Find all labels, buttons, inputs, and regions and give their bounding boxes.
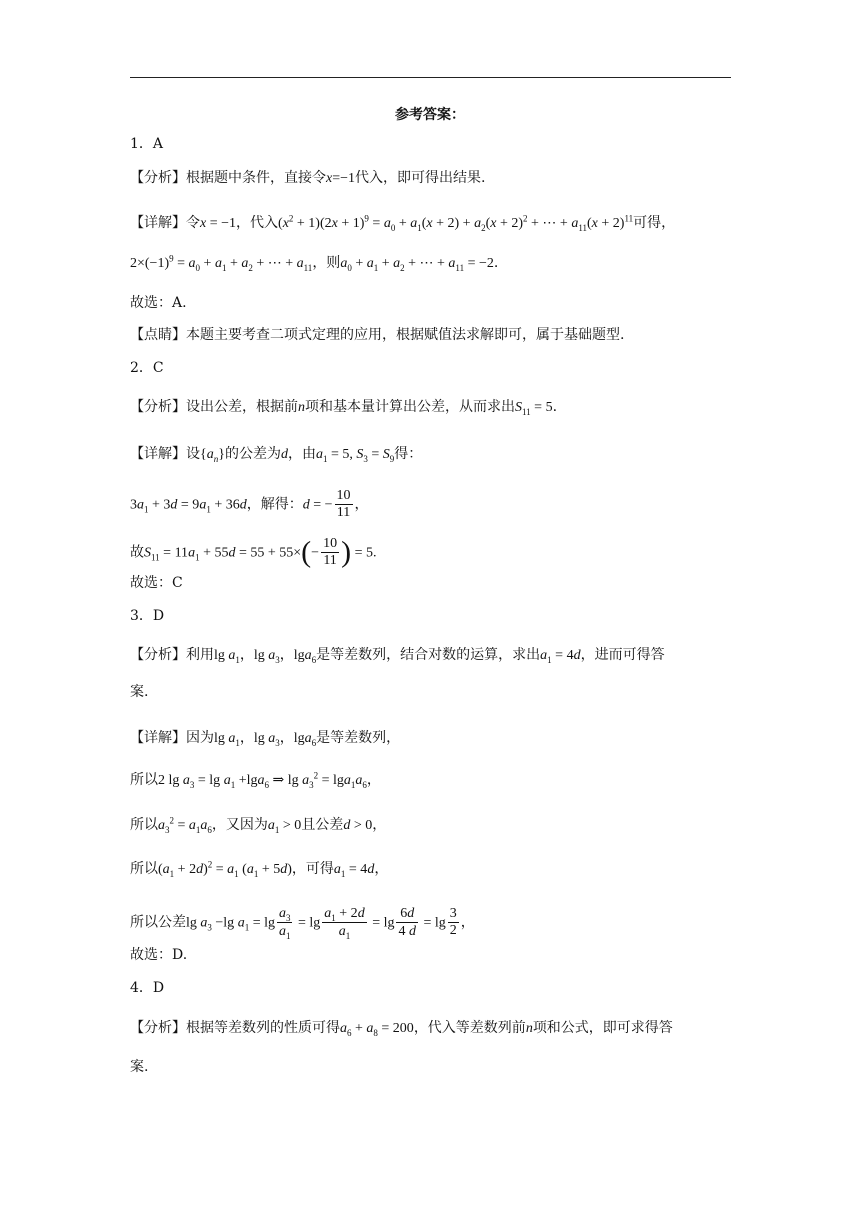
q3-choice: 故选：D. xyxy=(130,947,188,963)
q3-number: 3．D xyxy=(130,608,165,624)
q4-number: 4．D xyxy=(130,980,165,996)
q2-number: 2．C xyxy=(130,360,164,376)
q2-choice: 故选：C xyxy=(130,575,183,591)
q2-analysis: 【分析】设出公差，根据前n项和基本量计算出公差，从而求出$S_{11} = 5$. xyxy=(130,399,558,417)
q4-analysis: 【分析】根据等差数列的性质可得$a_6 + a_8 = 200$，代入等差数列前n项和公式，即可求得答 xyxy=(130,1020,673,1038)
q1-detail-eq: $2\times(-1)^9 = a_0 + a_1 + a_2$ + ⋯ + $a_{11}$，则$a_0 + a_1 + a_2$ + ⋯ + $a_{11} = -2$. xyxy=(130,253,499,273)
q3-step2: 所以$a_3^2 = a_1a_6$，又因为$a_1 > 0$且公差d > 0， xyxy=(130,815,387,835)
q1-choice: 故选：A. xyxy=(130,295,187,311)
q1-comment: 【点睛】本题主要考查二项式定理的应用，根据赋值法求解即可，属于基础题型. xyxy=(130,327,625,343)
q3-detail: 【详解】因为$\lg a_1$，$\lg a_3$，lga$_6$是等差数列， xyxy=(130,730,401,748)
q3-step3: 所以$(a_1 + 2d)^2 = a_1$ $(a_1 + 5d)$，可得$a_1 = 4d$， xyxy=(130,859,389,879)
page-title: 参考答案： xyxy=(395,107,465,123)
q2-result: 故$S_{11} = 11a_1 + 55d = 55 + 55\times(-$ $\frac{10}{11}$ ) = 5. xyxy=(130,535,377,569)
header-rule xyxy=(130,77,731,78)
q3-analysis: 【分析】利用$\lg a_1$，$\lg a_3$，lga$_6$是等差数列，结合对数的运算，求出$a_1 = 4d$，进而可得答 xyxy=(130,647,665,665)
q3-step1: 所以2 $\lg a_3 = \lg a_1 +\lg a_6$ ⇒ $\lg a_3^2 = \lg a_1a_6$， xyxy=(130,770,381,790)
q2-equation: $3a_1 + 3d = 9a_1 + 36d$，解得：d = − $\frac{10}{11}$ ， xyxy=(130,488,369,520)
q3-analysis-cont: 案. xyxy=(130,684,149,700)
q4-analysis-cont: 案. xyxy=(130,1059,149,1075)
q1-number: 1．A xyxy=(130,136,164,152)
q2-detail: 【详解】设$\{a_n\}$的公差为d，由$a_1 = 5$, $S_3 = S_9$得： xyxy=(130,446,423,464)
q1-analysis: 【分析】根据题中条件，直接令x=−1代入，即可得出结果. xyxy=(130,170,486,186)
q3-step4: 所以公差$\lg a_3 -\lg$ $a_1 = \lg$ $\frac{a_3}{a_1}$ = lg $\frac{a_1 + 2d}{a_1}$ = lg $\frac{6d}{4 d}$ = lg $\frac{3}{2}$ ， xyxy=(130,906,475,941)
q1-detail: 【详解】令x = −1，代入$(x^2 + 1)(2x + 1)^9 = a_0 + a_1(x + 2) + a_2(x + 2)^2$ + ⋯ + $a_{11}(x + 2)^{11}$可得， xyxy=(130,213,676,233)
